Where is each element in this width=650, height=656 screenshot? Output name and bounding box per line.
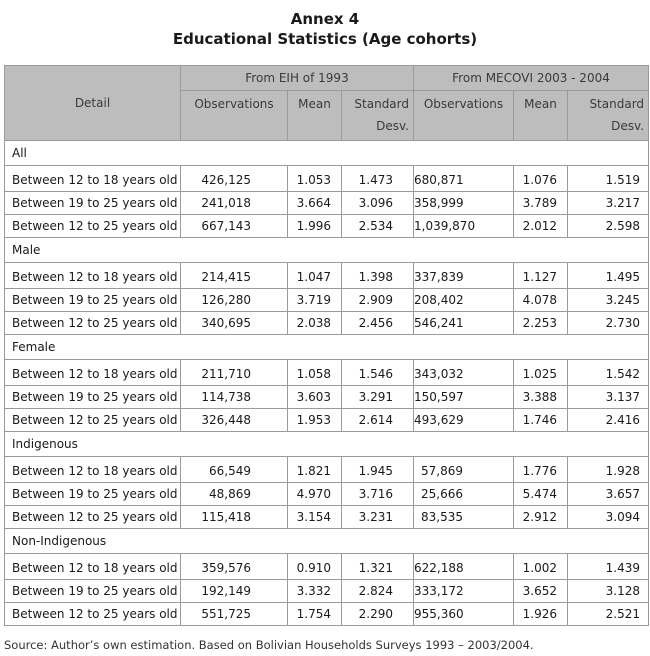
row-label: Between 19 to 25 years old bbox=[5, 386, 181, 409]
table-row bbox=[5, 312, 649, 335]
table-body bbox=[5, 141, 649, 626]
cell-std-2003: 2.598 bbox=[568, 215, 649, 238]
cell-std-2003: 1.439 bbox=[568, 554, 649, 580]
cell-observations-1993: 126,280 bbox=[181, 289, 288, 312]
cell-observations-2003: 680,871 bbox=[414, 166, 514, 192]
cell-std-1993: 3.231 bbox=[342, 506, 414, 529]
group-label: Female bbox=[5, 335, 649, 360]
cell-observations-2003: 1,039,870 bbox=[414, 215, 514, 238]
cell-mean-2003: 1.127 bbox=[514, 263, 568, 289]
table-row bbox=[5, 192, 649, 215]
row-label: Between 12 to 25 years old bbox=[5, 215, 181, 238]
cell-observations-2003: 955,360 bbox=[414, 603, 514, 626]
row-label: Between 19 to 25 years old bbox=[5, 483, 181, 506]
cell-mean-2003: 2.253 bbox=[514, 312, 568, 335]
cell-observations-2003: 333,172 bbox=[414, 580, 514, 603]
cell-std-1993: 1.398 bbox=[342, 263, 414, 289]
cell-mean-1993: 1.053 bbox=[288, 166, 342, 192]
header-std-line2: Desv. bbox=[611, 119, 645, 133]
header-standard-desv bbox=[342, 91, 414, 141]
cell-observations-1993: 48,869 bbox=[181, 483, 288, 506]
header-observations: Observations bbox=[414, 91, 514, 141]
cell-observations-1993: 426,125 bbox=[181, 166, 288, 192]
cell-mean-2003: 2.912 bbox=[514, 506, 568, 529]
header-standard-desv bbox=[568, 91, 649, 141]
cell-std-2003: 1.519 bbox=[568, 166, 649, 192]
cell-mean-2003: 2.012 bbox=[514, 215, 568, 238]
row-label: Between 12 to 18 years old bbox=[5, 360, 181, 386]
group-row bbox=[5, 141, 649, 166]
header-mean: Mean bbox=[288, 91, 342, 141]
table-row bbox=[5, 603, 649, 626]
cell-observations-2003: 83,535 bbox=[414, 506, 514, 529]
cell-std-2003: 3.128 bbox=[568, 580, 649, 603]
cell-mean-1993: 1.953 bbox=[288, 409, 342, 432]
cell-mean-2003: 1.002 bbox=[514, 554, 568, 580]
cell-std-1993: 2.456 bbox=[342, 312, 414, 335]
header-group-eih: From EIH of 1993 bbox=[181, 66, 414, 91]
cell-std-1993: 2.534 bbox=[342, 215, 414, 238]
table-row bbox=[5, 409, 649, 432]
group-row bbox=[5, 432, 649, 457]
cell-mean-2003: 1.776 bbox=[514, 457, 568, 483]
group-row bbox=[5, 238, 649, 263]
cell-mean-1993: 1.996 bbox=[288, 215, 342, 238]
annex-title: Annex 4 bbox=[290, 10, 360, 28]
cell-std-1993: 1.945 bbox=[342, 457, 414, 483]
cell-mean-1993: 3.603 bbox=[288, 386, 342, 409]
header-group-mecovi: From MECOVI 2003 - 2004 bbox=[414, 66, 649, 91]
cell-mean-2003: 3.652 bbox=[514, 580, 568, 603]
cell-mean-2003: 1.926 bbox=[514, 603, 568, 626]
row-label: Between 12 to 25 years old bbox=[5, 603, 181, 626]
table-row bbox=[5, 289, 649, 312]
cell-observations-1993: 66,549 bbox=[181, 457, 288, 483]
cell-std-1993: 2.824 bbox=[342, 580, 414, 603]
table-row bbox=[5, 386, 649, 409]
cell-std-1993: 1.473 bbox=[342, 166, 414, 192]
cell-observations-2003: 343,032 bbox=[414, 360, 514, 386]
cell-observations-2003: 622,188 bbox=[414, 554, 514, 580]
row-label: Between 19 to 25 years old bbox=[5, 192, 181, 215]
cell-mean-2003: 3.789 bbox=[514, 192, 568, 215]
cell-mean-1993: 4.970 bbox=[288, 483, 342, 506]
cell-mean-1993: 1.754 bbox=[288, 603, 342, 626]
cell-observations-1993: 359,576 bbox=[181, 554, 288, 580]
table-row bbox=[5, 554, 649, 580]
cell-std-2003: 2.416 bbox=[568, 409, 649, 432]
table-row bbox=[5, 457, 649, 483]
cell-std-2003: 3.137 bbox=[568, 386, 649, 409]
cell-std-2003: 1.495 bbox=[568, 263, 649, 289]
cell-std-2003: 3.245 bbox=[568, 289, 649, 312]
cell-mean-1993: 3.154 bbox=[288, 506, 342, 529]
cell-observations-1993: 114,738 bbox=[181, 386, 288, 409]
cell-observations-1993: 192,149 bbox=[181, 580, 288, 603]
cell-std-2003: 2.521 bbox=[568, 603, 649, 626]
cell-std-1993: 2.614 bbox=[342, 409, 414, 432]
table-row bbox=[5, 360, 649, 386]
row-label: Between 12 to 25 years old bbox=[5, 409, 181, 432]
cell-observations-2003: 208,402 bbox=[414, 289, 514, 312]
cell-std-2003: 1.542 bbox=[568, 360, 649, 386]
group-label: Male bbox=[5, 238, 649, 263]
cell-mean-2003: 4.078 bbox=[514, 289, 568, 312]
table-row bbox=[5, 263, 649, 289]
cell-std-1993: 2.909 bbox=[342, 289, 414, 312]
header-std-line1: Standard bbox=[354, 97, 409, 111]
header-mean: Mean bbox=[514, 91, 568, 141]
cell-std-1993: 1.546 bbox=[342, 360, 414, 386]
cell-std-2003: 1.928 bbox=[568, 457, 649, 483]
table-row bbox=[5, 166, 649, 192]
cell-std-1993: 1.321 bbox=[342, 554, 414, 580]
cell-mean-2003: 5.474 bbox=[514, 483, 568, 506]
group-row bbox=[5, 529, 649, 554]
statistics-table bbox=[4, 65, 649, 626]
cell-std-1993: 2.290 bbox=[342, 603, 414, 626]
cell-observations-2003: 337,839 bbox=[414, 263, 514, 289]
cell-observations-1993: 667,143 bbox=[181, 215, 288, 238]
group-label: All bbox=[5, 141, 649, 166]
source-note: Source: Author’s own estimation. Based on Bolivian Households Surveys 1993 – 2003/2004. bbox=[4, 638, 534, 652]
row-label: Between 12 to 25 years old bbox=[5, 312, 181, 335]
cell-std-2003: 3.217 bbox=[568, 192, 649, 215]
group-label: Non-Indigenous bbox=[5, 529, 649, 554]
table-row bbox=[5, 215, 649, 238]
cell-mean-2003: 1.076 bbox=[514, 166, 568, 192]
group-label: Indigenous bbox=[5, 432, 649, 457]
cell-mean-1993: 3.664 bbox=[288, 192, 342, 215]
cell-mean-2003: 1.746 bbox=[514, 409, 568, 432]
table-row bbox=[5, 580, 649, 603]
cell-std-1993: 3.096 bbox=[342, 192, 414, 215]
cell-std-2003: 3.657 bbox=[568, 483, 649, 506]
row-label: Between 12 to 18 years old bbox=[5, 166, 181, 192]
header-std-line1: Standard bbox=[589, 97, 645, 111]
cell-observations-2003: 150,597 bbox=[414, 386, 514, 409]
group-row bbox=[5, 335, 649, 360]
cell-observations-2003: 546,241 bbox=[414, 312, 514, 335]
cell-mean-2003: 3.388 bbox=[514, 386, 568, 409]
row-label: Between 12 to 18 years old bbox=[5, 457, 181, 483]
cell-mean-1993: 1.047 bbox=[288, 263, 342, 289]
cell-mean-1993: 1.058 bbox=[288, 360, 342, 386]
cell-observations-1993: 340,695 bbox=[181, 312, 288, 335]
table-row bbox=[5, 506, 649, 529]
cell-observations-1993: 241,018 bbox=[181, 192, 288, 215]
cell-mean-1993: 2.038 bbox=[288, 312, 342, 335]
cell-observations-2003: 25,666 bbox=[414, 483, 514, 506]
cell-mean-1993: 3.332 bbox=[288, 580, 342, 603]
cell-std-2003: 3.094 bbox=[568, 506, 649, 529]
header-detail: Detail bbox=[5, 66, 181, 141]
cell-std-1993: 3.716 bbox=[342, 483, 414, 506]
header-observations: Observations bbox=[181, 91, 288, 141]
cell-observations-2003: 493,629 bbox=[414, 409, 514, 432]
cell-mean-1993: 0.910 bbox=[288, 554, 342, 580]
row-label: Between 12 to 18 years old bbox=[5, 263, 181, 289]
table-title: Educational Statistics (Age cohorts) bbox=[172, 30, 478, 48]
row-label: Between 12 to 18 years old bbox=[5, 554, 181, 580]
cell-observations-1993: 115,418 bbox=[181, 506, 288, 529]
cell-mean-2003: 1.025 bbox=[514, 360, 568, 386]
cell-observations-1993: 211,710 bbox=[181, 360, 288, 386]
header-std-line2: Desv. bbox=[376, 119, 409, 133]
cell-observations-2003: 358,999 bbox=[414, 192, 514, 215]
table-row bbox=[5, 483, 649, 506]
cell-observations-2003: 57,869 bbox=[414, 457, 514, 483]
row-label: Between 12 to 25 years old bbox=[5, 506, 181, 529]
cell-mean-1993: 1.821 bbox=[288, 457, 342, 483]
cell-std-2003: 2.730 bbox=[568, 312, 649, 335]
cell-observations-1993: 214,415 bbox=[181, 263, 288, 289]
cell-observations-1993: 551,725 bbox=[181, 603, 288, 626]
cell-observations-1993: 326,448 bbox=[181, 409, 288, 432]
row-label: Between 19 to 25 years old bbox=[5, 289, 181, 312]
cell-std-1993: 3.291 bbox=[342, 386, 414, 409]
row-label: Between 19 to 25 years old bbox=[5, 580, 181, 603]
cell-mean-1993: 3.719 bbox=[288, 289, 342, 312]
